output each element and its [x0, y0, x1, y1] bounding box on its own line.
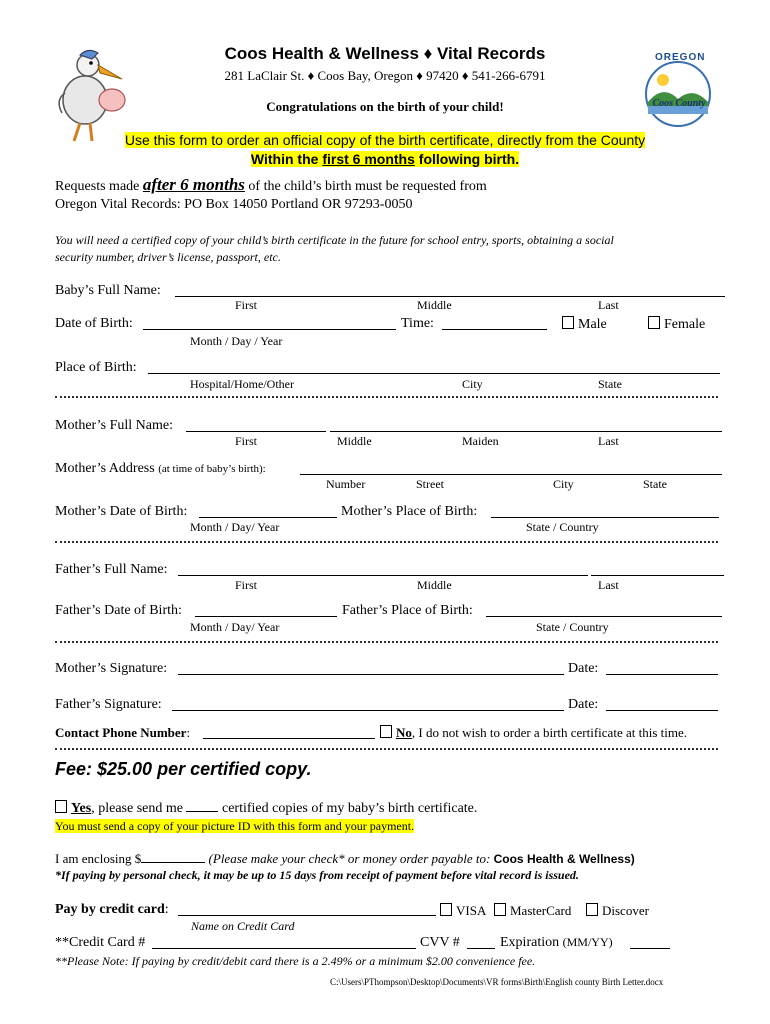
id-note-text: You must send a copy of your picture ID with this form and your payment. — [55, 819, 415, 833]
yes-text-2: certified copies of my baby’s birth certificate. — [218, 801, 478, 816]
note-line-2: security number, driver’s license, passport, etc. — [55, 250, 281, 264]
banner-line-2-post: following birth. — [414, 151, 520, 167]
female-checkbox[interactable] — [648, 316, 705, 333]
female-label: Female — [664, 317, 706, 332]
banner-line-2-underline: first 6 months — [322, 151, 415, 167]
baby-dob-sub: Month / Day / Year — [190, 334, 283, 348]
card-name-sub: Name on Credit Card — [191, 919, 295, 933]
requests-post: of the child’s birth must be requested from — [244, 179, 487, 194]
congrats-text: Congratulations on the birth of your child! — [266, 99, 504, 114]
father-pob-label: Father’s Place of Birth: — [342, 603, 473, 618]
no-text: , I do not wish to order a birth certificate at this time. — [411, 725, 687, 740]
mastercard-option[interactable] — [494, 903, 571, 919]
expiration-format: (MM/YY) — [562, 935, 613, 949]
father-last-field[interactable] — [591, 575, 724, 576]
addr-street-sub: Street — [416, 477, 444, 491]
divider — [55, 541, 718, 543]
mastercard-box[interactable] — [494, 903, 506, 916]
no-option[interactable] — [380, 725, 687, 741]
baby-dob-field[interactable] — [143, 329, 396, 330]
pob-city-sub: City — [462, 377, 483, 391]
father-last-sub: Last — [598, 578, 619, 592]
father-name-label: Father’s Full Name: — [55, 562, 168, 577]
father-name-field[interactable] — [178, 575, 588, 576]
father-first-sub: First — [235, 578, 258, 592]
page-title: Coos Health & Wellness ♦ Vital Records — [224, 44, 546, 63]
mother-name-label: Mother’s Full Name: — [55, 418, 173, 433]
baby-pob-field[interactable] — [148, 373, 720, 374]
yes-bold: Yes — [71, 801, 92, 816]
father-middle-sub: Middle — [417, 578, 452, 592]
visa-label: VISA — [456, 903, 487, 918]
payee: Coos Health & Wellness) — [493, 852, 635, 866]
no-bold: No — [396, 725, 412, 740]
father-date-field[interactable] — [606, 710, 718, 711]
mother-first-field[interactable] — [186, 431, 326, 432]
seal-top-text: OREGON — [655, 52, 706, 63]
yes-text-1: , please send me — [91, 801, 187, 816]
enclosing-pre: I am enclosing $ — [55, 851, 142, 866]
phone-field[interactable] — [203, 738, 375, 739]
father-signature-label: Father’s Signature: — [55, 697, 162, 712]
amount-field[interactable] — [141, 862, 205, 863]
father-dob-field[interactable] — [195, 616, 337, 617]
yes-option[interactable] — [55, 800, 477, 817]
requests-emphasis: after 6 months — [142, 175, 245, 194]
expiration-field[interactable] — [630, 948, 670, 949]
enclosing-paren: (Please make your check* or money order payable to: — [208, 851, 494, 866]
mother-first-sub: First — [235, 434, 258, 448]
discover-label: Discover — [602, 903, 649, 918]
mother-signature-label: Mother’s Signature: — [55, 661, 168, 676]
card-name-field[interactable] — [178, 915, 436, 916]
baby-name-field[interactable] — [175, 296, 725, 297]
father-pob-field[interactable] — [486, 616, 722, 617]
female-box[interactable] — [648, 316, 660, 329]
visa-option[interactable] — [440, 903, 486, 919]
no-box[interactable] — [380, 725, 392, 738]
check-note: *If paying by personal check, it may be up to 15 days from receipt of payment before vital record is issued. — [55, 868, 579, 882]
banner-line-2-pre: Within the — [250, 151, 323, 167]
expiration-text: Expiration — [500, 935, 560, 950]
discover-box[interactable] — [586, 903, 598, 916]
requests-text — [55, 176, 487, 214]
fee-heading: Fee: $25.00 per certified copy. — [55, 759, 312, 779]
mother-pob-label: Mother’s Place of Birth: — [341, 504, 478, 519]
baby-first-sub: First — [235, 298, 258, 312]
cvv-label: CVV # — [420, 935, 460, 950]
mother-last-sub: Last — [598, 434, 619, 448]
card-number-field[interactable] — [152, 948, 416, 949]
convenience-fee-note: **Please Note: If paying by credit/debit card there is a 2.49% or a minimum $2.00 convenience fee. — [55, 954, 536, 968]
mother-pob-sub: State / Country — [526, 520, 599, 534]
banner-line-1: Use this form to order an official copy of the birth certificate, directly from the County — [124, 132, 646, 148]
requests-pre: Requests made — [55, 179, 143, 194]
mastercard-label: MasterCard — [510, 903, 572, 918]
yes-box[interactable] — [55, 800, 67, 813]
mother-rest-field[interactable] — [330, 431, 722, 432]
mother-middle-sub: Middle — [337, 434, 372, 448]
male-checkbox[interactable] — [562, 316, 607, 333]
copies-field[interactable] — [186, 811, 218, 812]
divider — [55, 396, 718, 398]
mother-dob-label: Mother’s Date of Birth: — [55, 504, 188, 519]
mother-dob-field[interactable] — [199, 517, 337, 518]
seal-bottom-text: Coos County — [652, 98, 706, 109]
male-box[interactable] — [562, 316, 574, 329]
baby-time-label: Time: — [401, 316, 434, 331]
phone-label: Contact Phone Number: — [55, 725, 191, 740]
baby-dob-label: Date of Birth: — [55, 316, 133, 331]
mother-address-text: Mother’s Address — [55, 461, 155, 476]
mother-date-field[interactable] — [606, 674, 718, 675]
father-signature-field[interactable] — [172, 710, 564, 711]
father-date-label: Date: — [568, 697, 599, 712]
discover-option[interactable] — [586, 903, 649, 919]
pob-place-sub: Hospital/Home/Other — [190, 377, 294, 391]
certificate-note — [55, 232, 614, 266]
baby-middle-sub: Middle — [417, 298, 452, 312]
father-dob-sub: Month / Day/ Year — [190, 620, 280, 634]
divider — [55, 748, 718, 750]
father-dob-label: Father’s Date of Birth: — [55, 603, 182, 618]
expiration-label — [500, 935, 613, 951]
mother-maiden-sub: Maiden — [462, 434, 499, 448]
credit-card-label-text: Pay by credit card — [55, 902, 165, 917]
note-line-1: You will need a certified copy of your child’s birth certificate in the future for school entry, sports, obtaining a social — [55, 233, 614, 247]
card-number-label: **Credit Card # — [55, 935, 146, 950]
id-note — [55, 819, 414, 834]
enclosing-line — [55, 851, 635, 867]
addr-number-sub: Number — [326, 477, 366, 491]
addr-state-sub: State — [643, 477, 667, 491]
pob-state-sub: State — [598, 377, 622, 391]
divider — [55, 641, 718, 643]
state-address: Oregon Vital Records: PO Box 14050 Portland OR 97293-0050 — [55, 197, 413, 212]
visa-box[interactable] — [440, 903, 452, 916]
father-pob-sub: State / Country — [536, 620, 609, 634]
baby-last-sub: Last — [598, 298, 619, 312]
baby-name-label: Baby’s Full Name: — [55, 283, 161, 298]
addr-city-sub: City — [553, 477, 574, 491]
order-banner — [0, 131, 770, 169]
office-address: 281 LaClair St. ♦ Coos Bay, Oregon ♦ 97420 ♦ 541-266-6791 — [224, 68, 546, 83]
mother-address-field[interactable] — [300, 474, 722, 475]
phone-label-text: Contact Phone Number — [55, 725, 187, 740]
mother-dob-sub: Month / Day/ Year — [190, 520, 280, 534]
cvv-field[interactable] — [467, 948, 495, 949]
baby-pob-label: Place of Birth: — [55, 360, 137, 375]
credit-card-label: Pay by credit card: — [55, 902, 169, 917]
mother-address-note: (at time of baby’s birth): — [158, 463, 266, 475]
baby-time-field[interactable] — [442, 329, 547, 330]
file-path: C:\Users\PThompson\Desktop\Documents\VR forms\Birth\English county Birth Letter.docx — [330, 977, 664, 987]
male-label: Male — [578, 317, 607, 332]
mother-date-label: Date: — [568, 661, 599, 676]
mother-address-label — [55, 461, 266, 477]
mother-pob-field[interactable] — [491, 517, 719, 518]
mother-signature-field[interactable] — [178, 674, 564, 675]
